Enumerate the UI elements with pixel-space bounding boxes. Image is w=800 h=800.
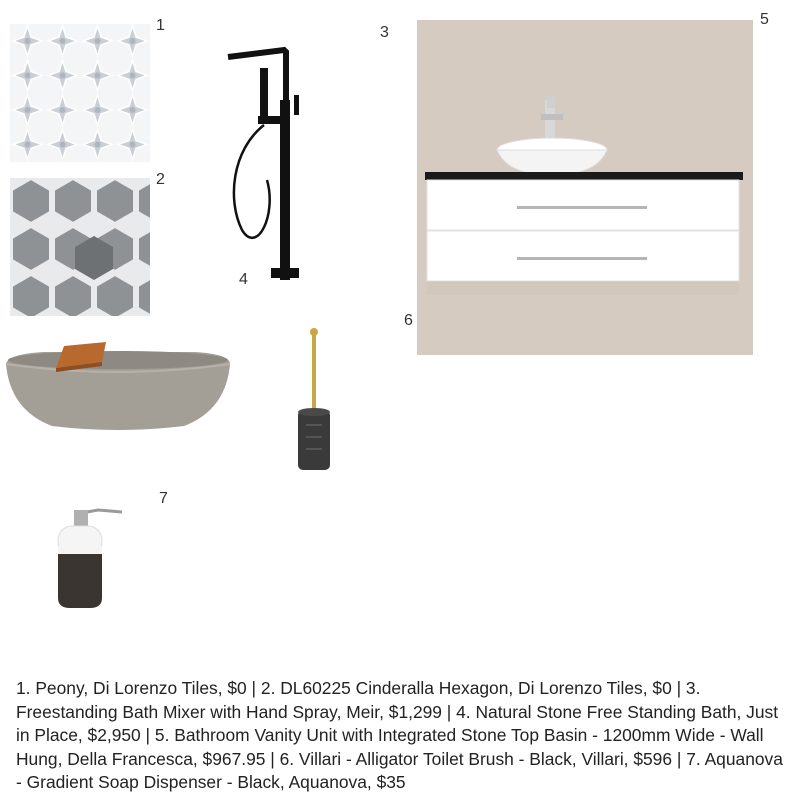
peony-tile-swatch — [10, 24, 150, 162]
item-number-2: 2 — [156, 171, 165, 188]
bath-mixer-icon — [222, 40, 302, 285]
item-number-3: 3 — [380, 24, 389, 41]
product-list-caption: 1. Peony, Di Lorenzo Tiles, $0 | 2. DL60225 Cinderalla Hexagon, Di Lorenzo Tiles, $0 | 3. Freestanding Bath Mixer with Hand Spray, Meir, $1,299 | 4. Natural Stone Free Standing Bath, Just in Place, $2,950 | 5. Bathroom Vanity Unit with Integrated Stone Top Basin - 1200mm Wide - Wall Hung, Della Francesca, $967.95 | 6. Villari - Alligator Toilet Brush - Black, Villari, $596 | 7. Aquanova - Gradient Soap Dispenser - Black, Aquanova, $35 — [16, 678, 783, 793]
item-number-4: 4 — [239, 271, 248, 288]
vanity-unit-icon — [417, 20, 753, 355]
item-number-5: 5 — [760, 11, 769, 28]
toilet-brush-icon — [294, 326, 336, 472]
item-number-6: 6 — [404, 312, 413, 329]
item-number-7: 7 — [159, 490, 168, 507]
hexagon-tile-swatch — [10, 178, 150, 316]
peony-tile-icon — [10, 24, 150, 162]
hexagon-tile-icon — [10, 178, 150, 316]
item-number-1: 1 — [156, 17, 165, 34]
soap-dispenser-icon — [54, 502, 126, 612]
freestanding-bath-icon — [4, 340, 232, 432]
